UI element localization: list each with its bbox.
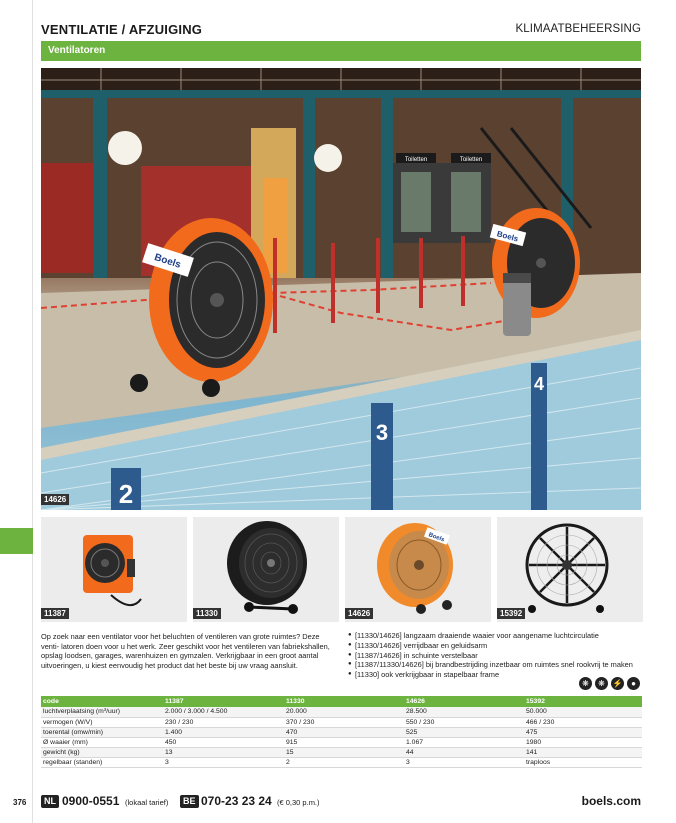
- product-thumb-11387[interactable]: [41, 517, 187, 622]
- feature-item: ● [11387/14626] in schuinte verstelbaar: [348, 651, 644, 661]
- feature-item: ● [11387/11330/14626] bij brandbestrijding inzetbaar om ruimtes snel rookvrij te maken: [348, 660, 644, 670]
- swimming-pool-scene: [41, 68, 641, 510]
- sub-header-bar: Ventilatoren: [41, 41, 641, 61]
- page-footer: [0, 793, 676, 813]
- spec-value: 50.000: [524, 707, 642, 717]
- feature-list: [348, 631, 644, 680]
- feature-item: ● [11330] ook verkrijgbaar in stapelbaar frame: [348, 670, 644, 680]
- spec-table: [41, 696, 642, 768]
- spec-value: 466 / 230: [524, 717, 642, 727]
- spec-value: 28.500: [404, 707, 524, 717]
- spec-value: 3: [163, 757, 284, 767]
- main-product-photo: [41, 68, 641, 510]
- spec-header-11387: 11387: [163, 696, 284, 707]
- spec-header-11330: 11330: [284, 696, 404, 707]
- fan-15392-icon: [497, 517, 643, 622]
- spec-label: regelbaar (standen): [41, 757, 163, 767]
- page-number: 376: [13, 798, 27, 807]
- spec-value: 20.000: [284, 707, 404, 717]
- main-photo-code: 14626: [41, 494, 69, 505]
- spec-value: 2.000 / 3.000 / 4.500: [163, 707, 284, 717]
- spec-value: 44: [404, 747, 524, 757]
- fan-11387-icon: [41, 517, 187, 622]
- table-row: [41, 717, 642, 727]
- spec-value: 525: [404, 727, 524, 737]
- nl-flag-badge: NL: [41, 795, 59, 808]
- side-tab: [0, 528, 33, 554]
- spec-label: gewicht (kg): [41, 747, 163, 757]
- nl-phone[interactable]: 0900-0551: [62, 794, 120, 808]
- thumb-code-15392: 15392: [497, 608, 525, 619]
- page-header: [41, 22, 641, 40]
- fan-right-brand: Boels: [495, 229, 520, 244]
- pool-number-4: 4: [533, 374, 545, 394]
- table-row: [41, 737, 642, 747]
- spec-label: Ø waaier (mm): [41, 737, 163, 747]
- be-phone[interactable]: 070-23 23 24: [201, 794, 272, 808]
- spec-value: 3: [404, 757, 524, 767]
- spec-value: 370 / 230: [284, 717, 404, 727]
- thumb-14626-brand: Boels: [427, 532, 446, 544]
- safety-icon: ●: [627, 677, 640, 690]
- fan-11330-icon: [193, 517, 339, 622]
- fan-left-brand: Boels: [152, 251, 183, 271]
- spec-value: 1.067: [404, 737, 524, 747]
- product-thumb-15392[interactable]: [497, 517, 643, 622]
- spec-value: 915: [284, 737, 404, 747]
- product-thumb-14626[interactable]: [345, 517, 491, 622]
- spec-value: 2: [284, 757, 404, 767]
- spec-label: vermogen (W/V): [41, 717, 163, 727]
- spec-value: 1980: [524, 737, 642, 747]
- toilet-sign-left: Toiletten: [404, 157, 428, 163]
- spec-value: 1.400: [163, 727, 284, 737]
- fan-icon: ❋: [579, 677, 592, 690]
- spec-value: 230 / 230: [163, 717, 284, 727]
- feature-item: ● [11330/14626] langzaam draaiende waaier voor aangename luchtcirculatie: [348, 631, 644, 641]
- fan-icon: ❋: [595, 677, 608, 690]
- spec-header-15392: 15392: [524, 696, 642, 707]
- page-margin-line: [32, 0, 33, 823]
- fan-14626-icon: [345, 517, 491, 622]
- spec-header-label: code: [41, 696, 163, 707]
- spec-header-14626: 14626: [404, 696, 524, 707]
- pool-number-2: 2: [118, 479, 134, 509]
- spec-value: traploos: [524, 757, 642, 767]
- plug-icon: ⚡: [612, 679, 623, 688]
- category-label: KLIMAATBEHEERSING: [515, 23, 641, 35]
- spec-value: 550 / 230: [404, 717, 524, 727]
- spec-value: 15: [284, 747, 404, 757]
- feature-item: ● [11330/14626] verrijdbaar en geluidsarm: [348, 641, 644, 651]
- spec-label: luchtverplaatsing (m³/uur): [41, 707, 163, 717]
- spec-value: 475: [524, 727, 642, 737]
- table-row: [41, 727, 642, 737]
- be-phone-note: (€ 0,30 p.m.): [277, 798, 320, 807]
- spec-header-row: [41, 696, 642, 707]
- spec-label: toerental (omw/min): [41, 727, 163, 737]
- table-row: [41, 747, 642, 757]
- website-link[interactable]: boels.com: [581, 794, 641, 808]
- toilet-sign-right: Toiletten: [459, 157, 483, 163]
- section-title: VENTILATIE / AFZUIGING: [41, 22, 203, 37]
- spec-value: 141: [524, 747, 642, 757]
- table-row: [41, 707, 642, 717]
- nl-phone-note: (lokaal tarief): [125, 798, 169, 807]
- thumb-code-11330: 11330: [193, 608, 221, 619]
- product-thumb-11330[interactable]: [193, 517, 339, 622]
- spec-value: 470: [284, 727, 404, 737]
- table-row: [41, 757, 642, 767]
- pool-number-3: 3: [375, 420, 389, 445]
- thumb-code-11387: 11387: [41, 608, 69, 619]
- thumb-code-14626: 14626: [345, 608, 373, 619]
- spec-value: 13: [163, 747, 284, 757]
- spec-value: 450: [163, 737, 284, 747]
- product-description: Op zoek naar een ventilator voor het beluchten of ventileren van grote ruimtes? Deze venti- latoren doen voor u het werk. Zeer geschikt voor het ventileren van fabriekshallen, opslag loodsen, garages, warenhuizen en gymzalen. Verkrijgbaar in een groot aantal uitvoeringen, u kiest eenvoudig het product dat het beste bij uw vraag aansluit.: [41, 632, 330, 670]
- be-flag-badge: BE: [180, 795, 199, 808]
